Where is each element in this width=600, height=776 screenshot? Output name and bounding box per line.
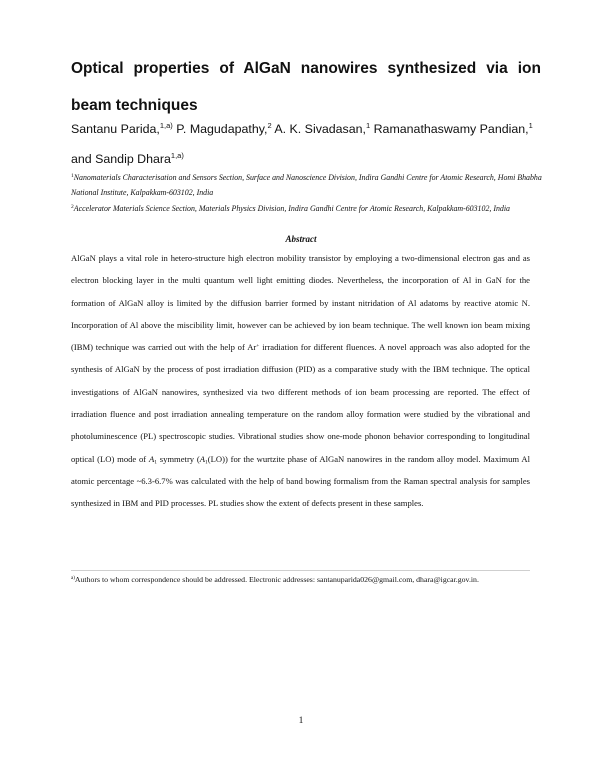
author-name: Ramanathaswamy Pandian,: [373, 122, 529, 136]
footnote-text: Authors to whom correspondence should be addressed. Electronic addresses: santanuparida026@gmail.com, dhara@igcar.gov.in.: [74, 575, 479, 584]
abstract-text: AlGaN plays a vital role in hetero-structure high electron mobility transistor by employing a two-dimensional electron gas and as electron blocking layer in the multi quantum well light emitting diodes. Nevertheless, the incorporation of Al in GaN for the formation of AlGaN alloy is limited by the diffusion barrier formed by instant nitridation of Al adatoms by reactive atomic N. Incorporation of Al above the miscibility limit, however can be achieved by ion beam technique. The well known ion beam mixing (IBM) technique was carried out with the help of Ar: [71, 253, 530, 353]
symmetry-subscript: 1: [205, 459, 208, 466]
author: [95, 152, 184, 166]
author: [274, 122, 373, 136]
footnote-divider: [71, 570, 530, 571]
author-name: P. Magudapathy,: [176, 122, 268, 136]
author: [176, 122, 274, 136]
author-name: Santanu Parida,: [71, 122, 160, 136]
affiliation-mark: 2: [71, 204, 74, 210]
author-list: [71, 114, 541, 174]
ion-charge-superscript: +: [256, 343, 260, 350]
affiliation-mark: 1: [71, 173, 74, 179]
symmetry-subscript: 1: [154, 459, 157, 466]
symmetry-symbol: A: [148, 453, 155, 464]
author-name: Sandip Dhara: [95, 152, 171, 166]
paper-title: Optical properties of AlGaN nanowires synthesized via ion beam techniques: [71, 60, 541, 114]
abstract-text: irradiation for different fluences. A novel approach was also adopted for the synthesis of AlGaN by the process of post irradiation diffusion (PID) as a comparative study with the IBM technique. The optical investigations of AlGaN nanowires, synthesized via two different methods of ion beam processing are reported. The effect of irradiation fluence and post irradiation annealing temperature on the random alloy formation were studied by the vibrational and photoluminescence (PL) spectroscopic studies. Vibrational studies show one-mode phonon behavior corresponding to longitudinal optical (LO) mode of: [71, 342, 530, 464]
affiliation-2: [71, 201, 543, 216]
footnote-mark: a): [71, 576, 75, 581]
symmetry-symbol: A: [199, 453, 206, 464]
author-name: A. K. Sivadasan,: [274, 122, 366, 136]
author-affiliation-mark: 2: [267, 121, 272, 130]
abstract-text: (LO)) for the wurtzite phase of AlGaN nanowires in the random alloy model. Maximum Al atomic percentage ~6.3-6.7% was calculated with the help of band bowing formalism from the Raman spectral analysis for samples synthesized in IBM and PID processes. PL studies show the extent of defects present in these samples.: [71, 453, 531, 509]
author-affiliation-mark: 1,a): [170, 151, 184, 160]
abstract-heading: Abstract: [285, 234, 317, 244]
page-number: 1: [298, 716, 304, 726]
abstract-text: symmetry (: [156, 453, 200, 464]
affiliation-text: Nanomaterials Characterisation and Sensors Section, Surface and Nanoscience Division, Indira Gandhi Centre for Atomic Research, Homi Bhabha National Institute, Kalpakkam-603102, India: [71, 173, 542, 197]
author-affiliation-mark: 1,a): [159, 121, 173, 130]
abstract-body: [71, 247, 530, 515]
affiliation-text: Accelerator Materials Science Section, Materials Physics Division, Indira Gandhi Centre for Atomic Research, Kalpakkam-603102, India: [73, 204, 510, 213]
author-affiliation-mark: 1: [528, 121, 533, 130]
author-affiliation-mark: 1: [365, 121, 371, 130]
author-separator: and: [71, 152, 96, 166]
author: [71, 122, 176, 136]
correspondence-footnote: [71, 574, 541, 585]
affiliation-1: [71, 170, 543, 200]
